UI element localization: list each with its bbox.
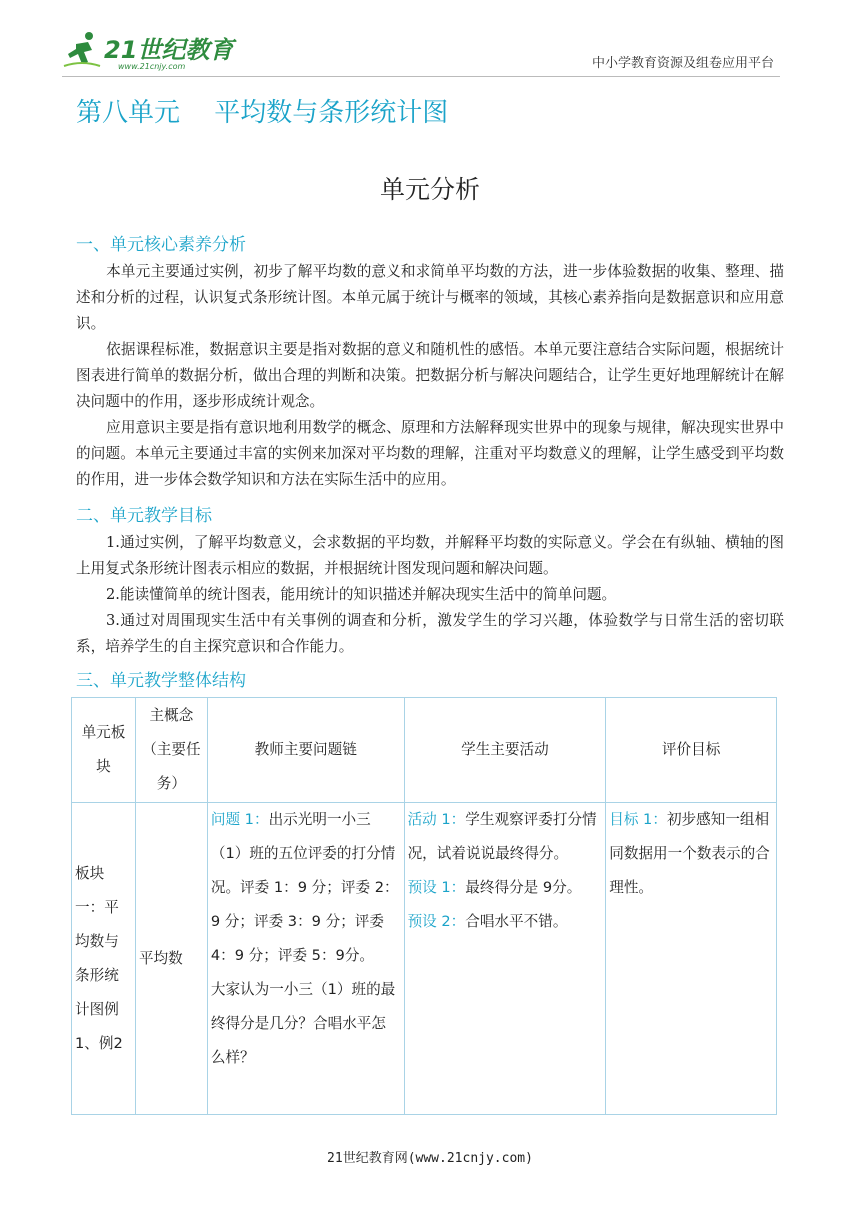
logo-brand-text: 21世纪教育: [104, 36, 234, 64]
page-header: [0, 0, 860, 86]
structure-table: [71, 697, 777, 1115]
question-text: 出示光明一小三（1）班的五位评委的打分情况。评委 1：9 分；评委 2：9 分；评委 3：9 分；评委 4：9 分；评委 5：9分。: [210, 811, 399, 964]
table-header-cell: 学生主要活动: [404, 698, 606, 803]
question-text-2: 大家认为一小三（1）班的最终得分是几分？合唱水平怎么样？: [210, 981, 396, 1066]
table-header-cell: 教师主要问题链: [207, 698, 404, 803]
preset-2-text: 合唱水平不错。: [465, 913, 568, 930]
activity-label: 活动 1：: [407, 811, 466, 828]
table-header-row: [72, 698, 777, 803]
section-1-title: 一、单元核心素养分析: [76, 235, 246, 255]
unit-title: 第八单元 平均数与条形统计图: [76, 98, 449, 128]
section-3-title: 三、单元教学整体结构: [76, 671, 246, 691]
section-1-paragraph-1: 本单元主要通过实例，初步了解平均数的意义和求简单平均数的方法，进一步体验数据的收集、整理、描述和分析的过程，认识复式条形统计图。本单元属于统计与概率的领域，其核心素养指向是数据意识和应用意识。: [76, 263, 784, 332]
logo-url-text: www.21cnjy.com: [118, 62, 186, 71]
section-1-paragraph-2: 依据课程标准，数据意识主要是指对数据的意义和随机性的感悟。本单元要注意结合实际问题，根据统计图表进行简单的数据分析，做出合理的判断和决策。把数据分析与解决问题结合，让学生更好地理解统计在解决问题中的作用，逐步形成统计观念。: [76, 341, 784, 410]
table-cell-goals: [606, 803, 777, 1115]
platform-name: 中小学教育资源及组卷应用平台: [591, 56, 774, 71]
section-1-paragraph-3: 应用意识主要是指有意识地利用数学的概念、原理和方法解释现实世界中的现象与规律，解决现实世界中的问题。本单元主要通过丰富的实例来加深对平均数的理解，注重对平均数意义的理解，让学生感受到平均数的作用，进一步体会数学知识和方法在实际生活中的应用。: [76, 419, 784, 488]
table-cell-activities: [404, 803, 606, 1115]
table-cell-questions: [207, 803, 404, 1115]
table-header-cell: 单元板块: [72, 698, 136, 803]
section-2-paragraph-3: 3.通过对周围现实生活中有关事例的调查和分析，激发学生的学习兴趣，体验数学与日常生活的密切联系，培养学生的自主探究意识和合作能力。: [76, 612, 784, 655]
logo: [62, 28, 232, 76]
table-header-cell: 评价目标: [606, 698, 777, 803]
header-divider: [62, 76, 780, 77]
section-2-title: 二、单元教学目标: [76, 506, 212, 526]
goal-text: 初步感知一组相同数据用一个数表示的合理性。: [609, 811, 770, 896]
section-2-paragraph-2: 2.能读懂简单的统计图表，能用统计的知识描述并解决现实生活中的简单问题。: [106, 586, 617, 603]
runner-logo-icon: [62, 30, 102, 70]
goal-label: 目标 1：: [609, 811, 667, 828]
table-row: [72, 803, 777, 1115]
preset-1-label: 预设 1：: [407, 879, 466, 896]
preset-1-text: 最终得分是 9分。: [465, 879, 582, 896]
preset-2-label: 预设 2：: [407, 913, 466, 930]
table-cell-concept: 平均数: [135, 803, 207, 1115]
page-footer: 21世纪教育网(www.21cnjy.com): [327, 1151, 533, 1166]
page-title: 单元分析: [379, 175, 480, 204]
table-cell-block: 板块一：平均数与条形统计图例1、例2: [72, 803, 136, 1115]
question-label: 问题 1：: [210, 811, 269, 828]
table-header-cell: 主概念（主要任务）: [135, 698, 207, 803]
activity-text: 学生观察评委打分情况，试着说说最终得分。: [407, 811, 597, 862]
section-2-paragraph-1: 1.通过实例，了解平均数意义，会求数据的平均数，并解释平均数的实际意义。学会在有纵轴、横轴的图上用复式条形统计图表示相应的数据，并根据统计图发现问题和解决问题。: [76, 534, 784, 577]
